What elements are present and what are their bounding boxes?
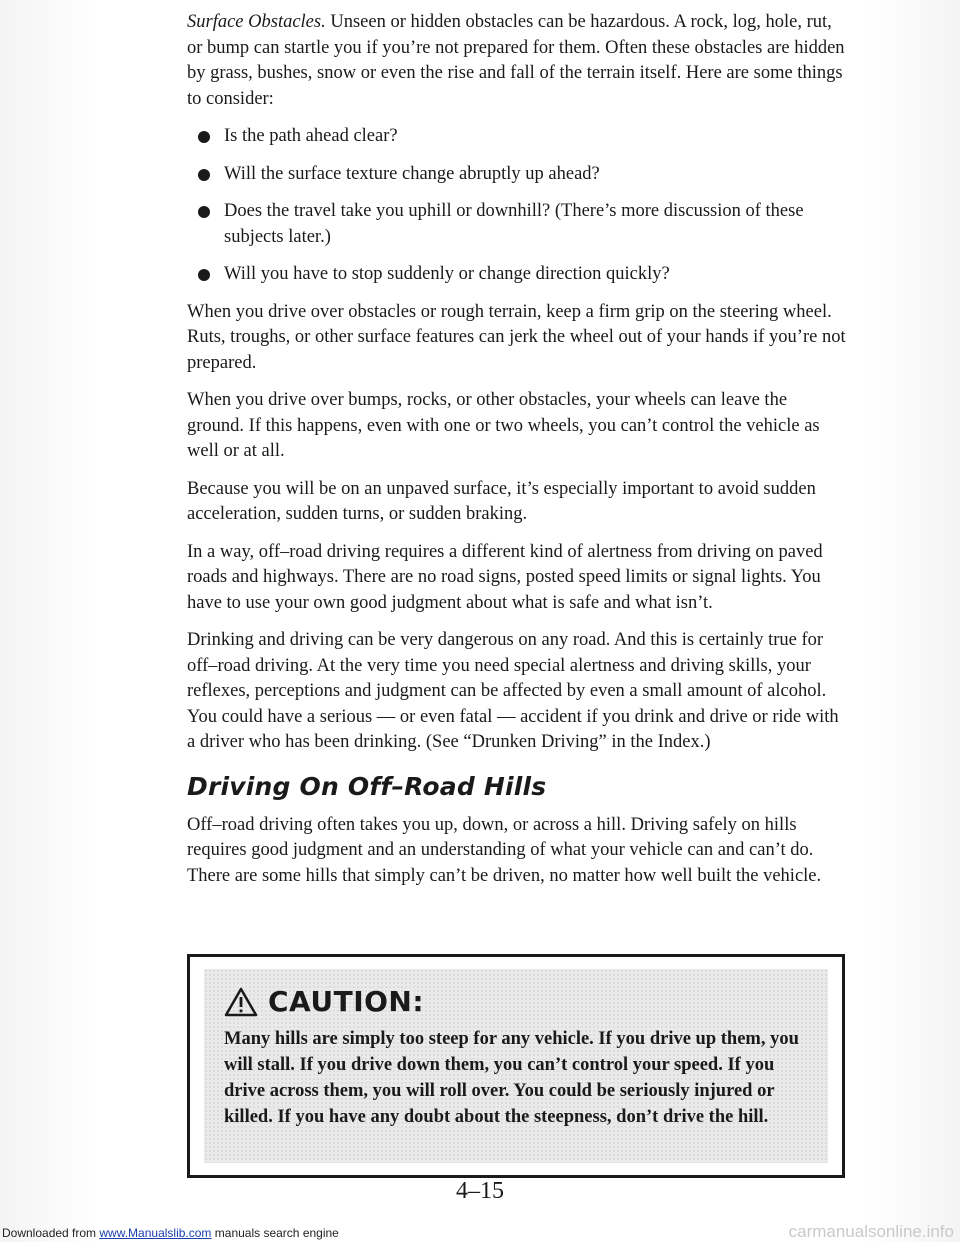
page-number: 4–15 — [456, 1178, 504, 1204]
page-edge-shade-left — [0, 0, 100, 1242]
body-paragraph: In a way, off–road driving requires a different kind of alertness from driving on paved roads and highways. There are no road signs, posted speed limits or signal lights. You have to use your own good judgment about what is safe and what isn’t. — [187, 541, 823, 613]
considerations-list — [187, 124, 847, 288]
section-paragraph: Off–road driving often takes you up, down, or across a hill. Driving safely on hills requires good judgment and an understanding of what your vehicle can and can’t do. There are some hills that simply can’t be driven, no matter how well built the vehicle. — [187, 814, 822, 886]
caution-panel — [204, 969, 828, 1163]
bullet-icon — [198, 269, 210, 281]
body-paragraph: Drinking and driving can be very dangerous on any road. And this is certainly true for off–road driving. At the very time you need special alertness and driving skills, your reflexes, perceptions and judgment can be affected by even a small amount of alcohol. You could have a serious — or even fatal — accident if you drink and drive or ride with a driver who has been drinking. (See “Drunken Driving” in the Index.) — [187, 630, 839, 752]
body-paragraph: Because you will be on an unpaved surface, it’s especially important to avoid sudden acceleration, sudden turns, or sudden braking. — [187, 478, 816, 524]
caution-header — [224, 985, 808, 1018]
footer-prefix: Downloaded from — [2, 1226, 100, 1240]
page-content — [187, 10, 847, 901]
intro-lead-term: Surface Obstacles. — [187, 12, 326, 32]
bullet-icon — [198, 206, 210, 218]
footer-suffix: manuals search engine — [211, 1226, 339, 1240]
list-item: Will the surface texture change abruptly up ahead? — [187, 162, 847, 188]
body-paragraph: When you drive over obstacles or rough terrain, keep a firm grip on the steering wheel. Ruts, troughs, or other surface features can jerk the wheel out of your hands if you’re not prepared. — [187, 301, 846, 373]
section-heading: Driving On Off–Road Hills — [187, 771, 547, 801]
caution-title: CAUTION: — [268, 985, 425, 1018]
download-footer — [2, 1226, 339, 1240]
bullet-icon — [198, 131, 210, 143]
manualslib-link[interactable]: www.Manualslib.com — [99, 1226, 212, 1240]
list-item: Does the travel take you uphill or downhill? (There’s more discussion of these subjects later.) — [187, 199, 847, 250]
caution-text: Many hills are simply too steep for any vehicle. If you drive up them, you will stall. If you drive down them, you can’t control your speed. If you drive across them, you will roll over. You could be seriously injured or killed. If you have any doubt about the steepness, don’t drive the hill. — [224, 1029, 799, 1127]
intro-text: Unseen or hidden obstacles can be hazardous. A rock, log, hole, rut, or bump can startle you if you’re not prepared for them. Often these obstacles are hidden by grass, bushes, snow or even the rise and fall of the terrain itself. Here are some things to consider: — [187, 12, 845, 109]
bullet-icon — [198, 169, 210, 181]
watermark: carmanualsonline.info — [788, 1222, 954, 1241]
list-item: Is the path ahead clear? — [187, 124, 847, 150]
list-item: Will you have to stop suddenly or change direction quickly? — [187, 262, 847, 288]
body-paragraph: When you drive over bumps, rocks, or other obstacles, your wheels can leave the ground. If this happens, even with one or two wheels, you can’t control the vehicle as well or at all. — [187, 390, 820, 461]
caution-box — [187, 954, 845, 1178]
intro-paragraph — [187, 10, 847, 112]
page-edge-shade-right — [864, 0, 960, 1242]
warning-triangle-icon — [224, 987, 258, 1017]
